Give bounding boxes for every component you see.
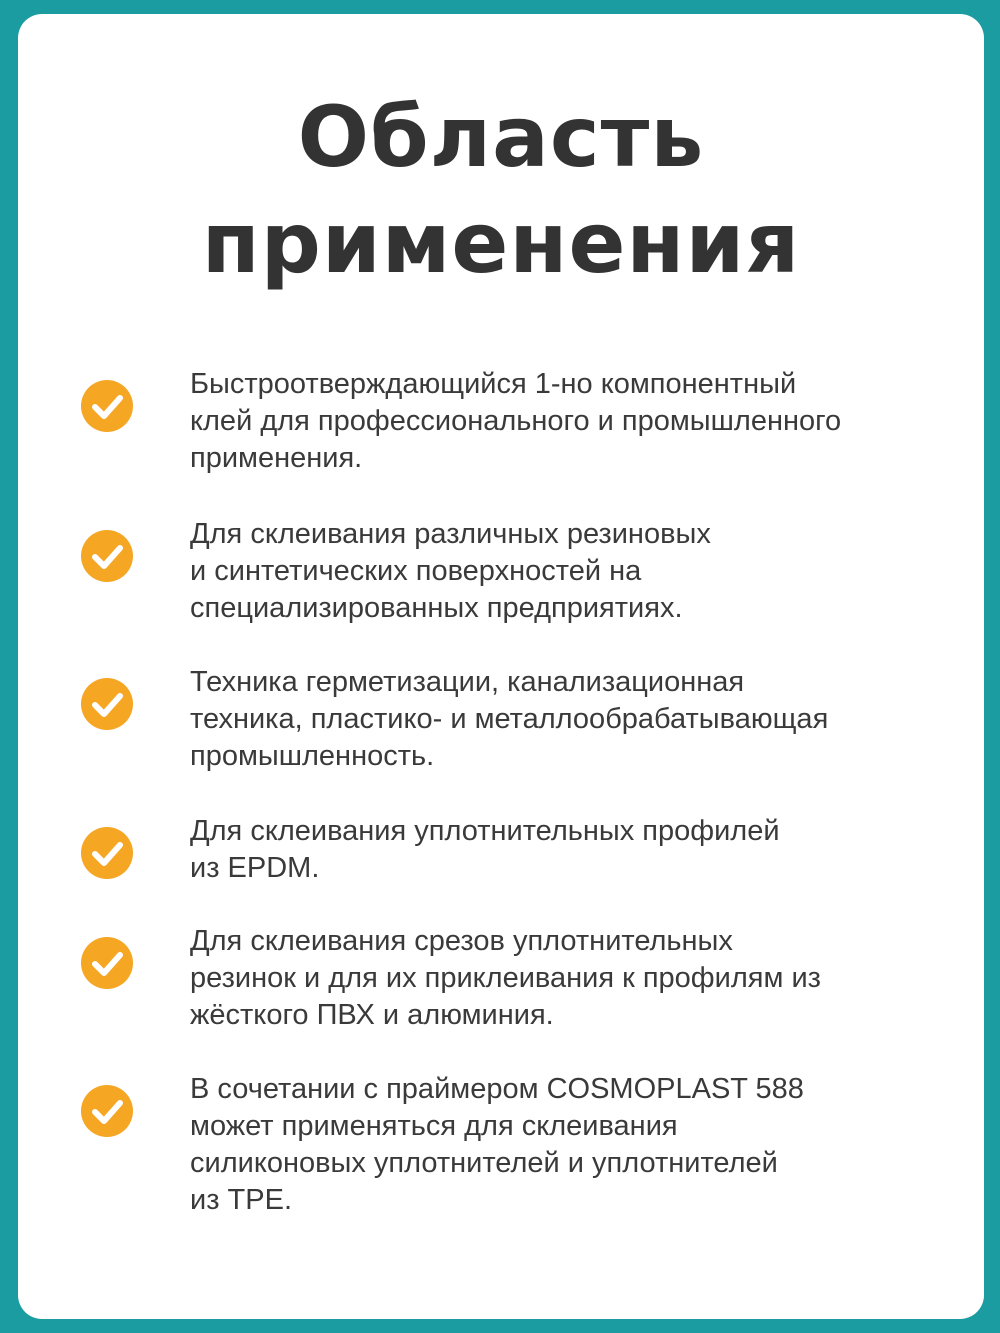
- list-item-text: Для склеивания уплотнительных профилей из EPDM.: [190, 815, 780, 884]
- list-item-text: Для склеивания срезов уплотнительных резинок и для их приклеивания к профилям из жёсткого ПВХ и алюминия.: [190, 925, 821, 1031]
- check-icon: [81, 678, 133, 730]
- check-icon: [81, 1085, 133, 1137]
- list-item-text: В сочетании с праймером COSMOPLAST 588 может применяться для склеивания силиконовых уплотнителей и уплотнителей из TPE.: [190, 1073, 804, 1216]
- title-line-2: применения: [201, 194, 801, 292]
- check-icon: [81, 380, 133, 432]
- title-line-1: Область: [297, 88, 705, 186]
- list-item-text: Для склеивания различных резиновых и синтетических поверхностей на специализированных предприятиях.: [190, 518, 711, 624]
- list-item-text: Быстроотверждающийся 1-но компонентный клей для профессионального и промышленного применения.: [190, 368, 842, 474]
- page-title: [18, 84, 984, 296]
- content-card: [18, 14, 984, 1319]
- check-icon: [81, 937, 133, 989]
- list-item-text: Техника герметизации, канализационная техника, пластико- и металлообрабатывающая промышленность.: [190, 666, 829, 772]
- check-icon: [81, 530, 133, 582]
- check-icon: [81, 827, 133, 879]
